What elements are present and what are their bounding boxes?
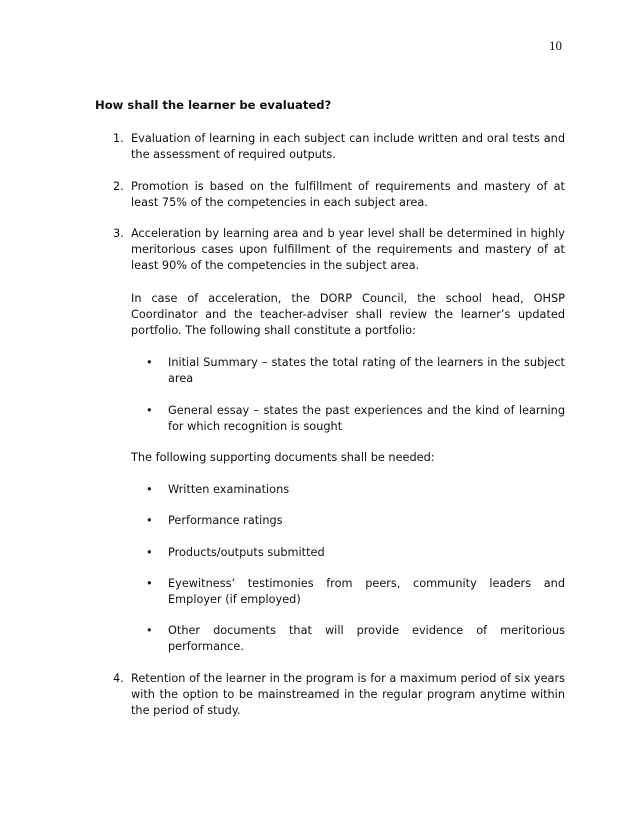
list-item-3 — [95, 226, 565, 656]
page-number: 10 — [549, 38, 562, 53]
bullet-item — [131, 482, 565, 498]
list-item-text: Acceleration by learning area and b year level shall be determined in highly meritorious cases upon fulfillment of the requirements and mastery of at least 90% of the competencies in the subject area. — [131, 227, 565, 273]
list-item-text: Evaluation of learning in each subject can include written and oral tests and the assessment of required outputs. — [131, 132, 565, 162]
bullet-text: Performance ratings — [168, 514, 283, 528]
portfolio-paragraph: In case of acceleration, the DORP Council, the school head, OHSP Coordinator and the teacher-adviser shall review the learner’s updated portfolio. The following shall constitute a portfolio: — [131, 291, 565, 338]
bullet-text: Initial Summary – states the total rating of the learners in the subject area — [168, 356, 565, 386]
section-heading: How shall the learner be evaluated? — [95, 98, 332, 112]
documents-intro: The following supporting documents shall be needed: — [131, 451, 435, 465]
bullet-icon: • — [146, 514, 153, 528]
bullet-text: General essay – states the past experiences and the kind of learning for which recognition is sought — [168, 403, 565, 433]
bullet-text: Products/outputs submitted — [168, 545, 325, 559]
bullet-item — [131, 623, 565, 655]
bullet-text: Other documents that will provide evidence of meritorious performance. — [168, 624, 565, 654]
list-number: 2. — [113, 179, 124, 193]
portfolio-bullet-list — [131, 355, 565, 435]
list-number: 4. — [113, 671, 124, 685]
list-item-2 — [95, 179, 565, 211]
bullet-item — [131, 545, 565, 561]
bullet-text: Eyewitness’ testimonies from peers, community leaders and Employer (if employed) — [168, 576, 565, 607]
list-item-1 — [95, 131, 565, 163]
bullet-text: Written examinations — [168, 483, 290, 497]
bullet-item — [131, 355, 565, 387]
list-item-text: Retention of the learner in the program is for a maximum period of six years with the option to be mainstreamed in the regular program anytime within the period of study. — [131, 671, 565, 718]
list-number: 3. — [113, 227, 124, 241]
documents-bullet-list — [131, 482, 565, 655]
list-item-text: Promotion is based on the fulfillment of requirements and mastery of at least 75% of the competencies in each subject area. — [131, 179, 565, 209]
bullet-item — [131, 576, 565, 608]
bullet-item — [131, 513, 565, 529]
bullet-icon: • — [146, 403, 153, 417]
list-item-4 — [95, 671, 565, 720]
bullet-icon: • — [146, 545, 153, 559]
bullet-icon: • — [146, 624, 153, 638]
bullet-icon: • — [146, 356, 153, 370]
bullet-item — [131, 403, 565, 435]
bullet-icon: • — [146, 483, 153, 497]
list-number: 1. — [113, 132, 124, 146]
bullet-icon: • — [146, 576, 153, 590]
document-body — [95, 97, 565, 734]
